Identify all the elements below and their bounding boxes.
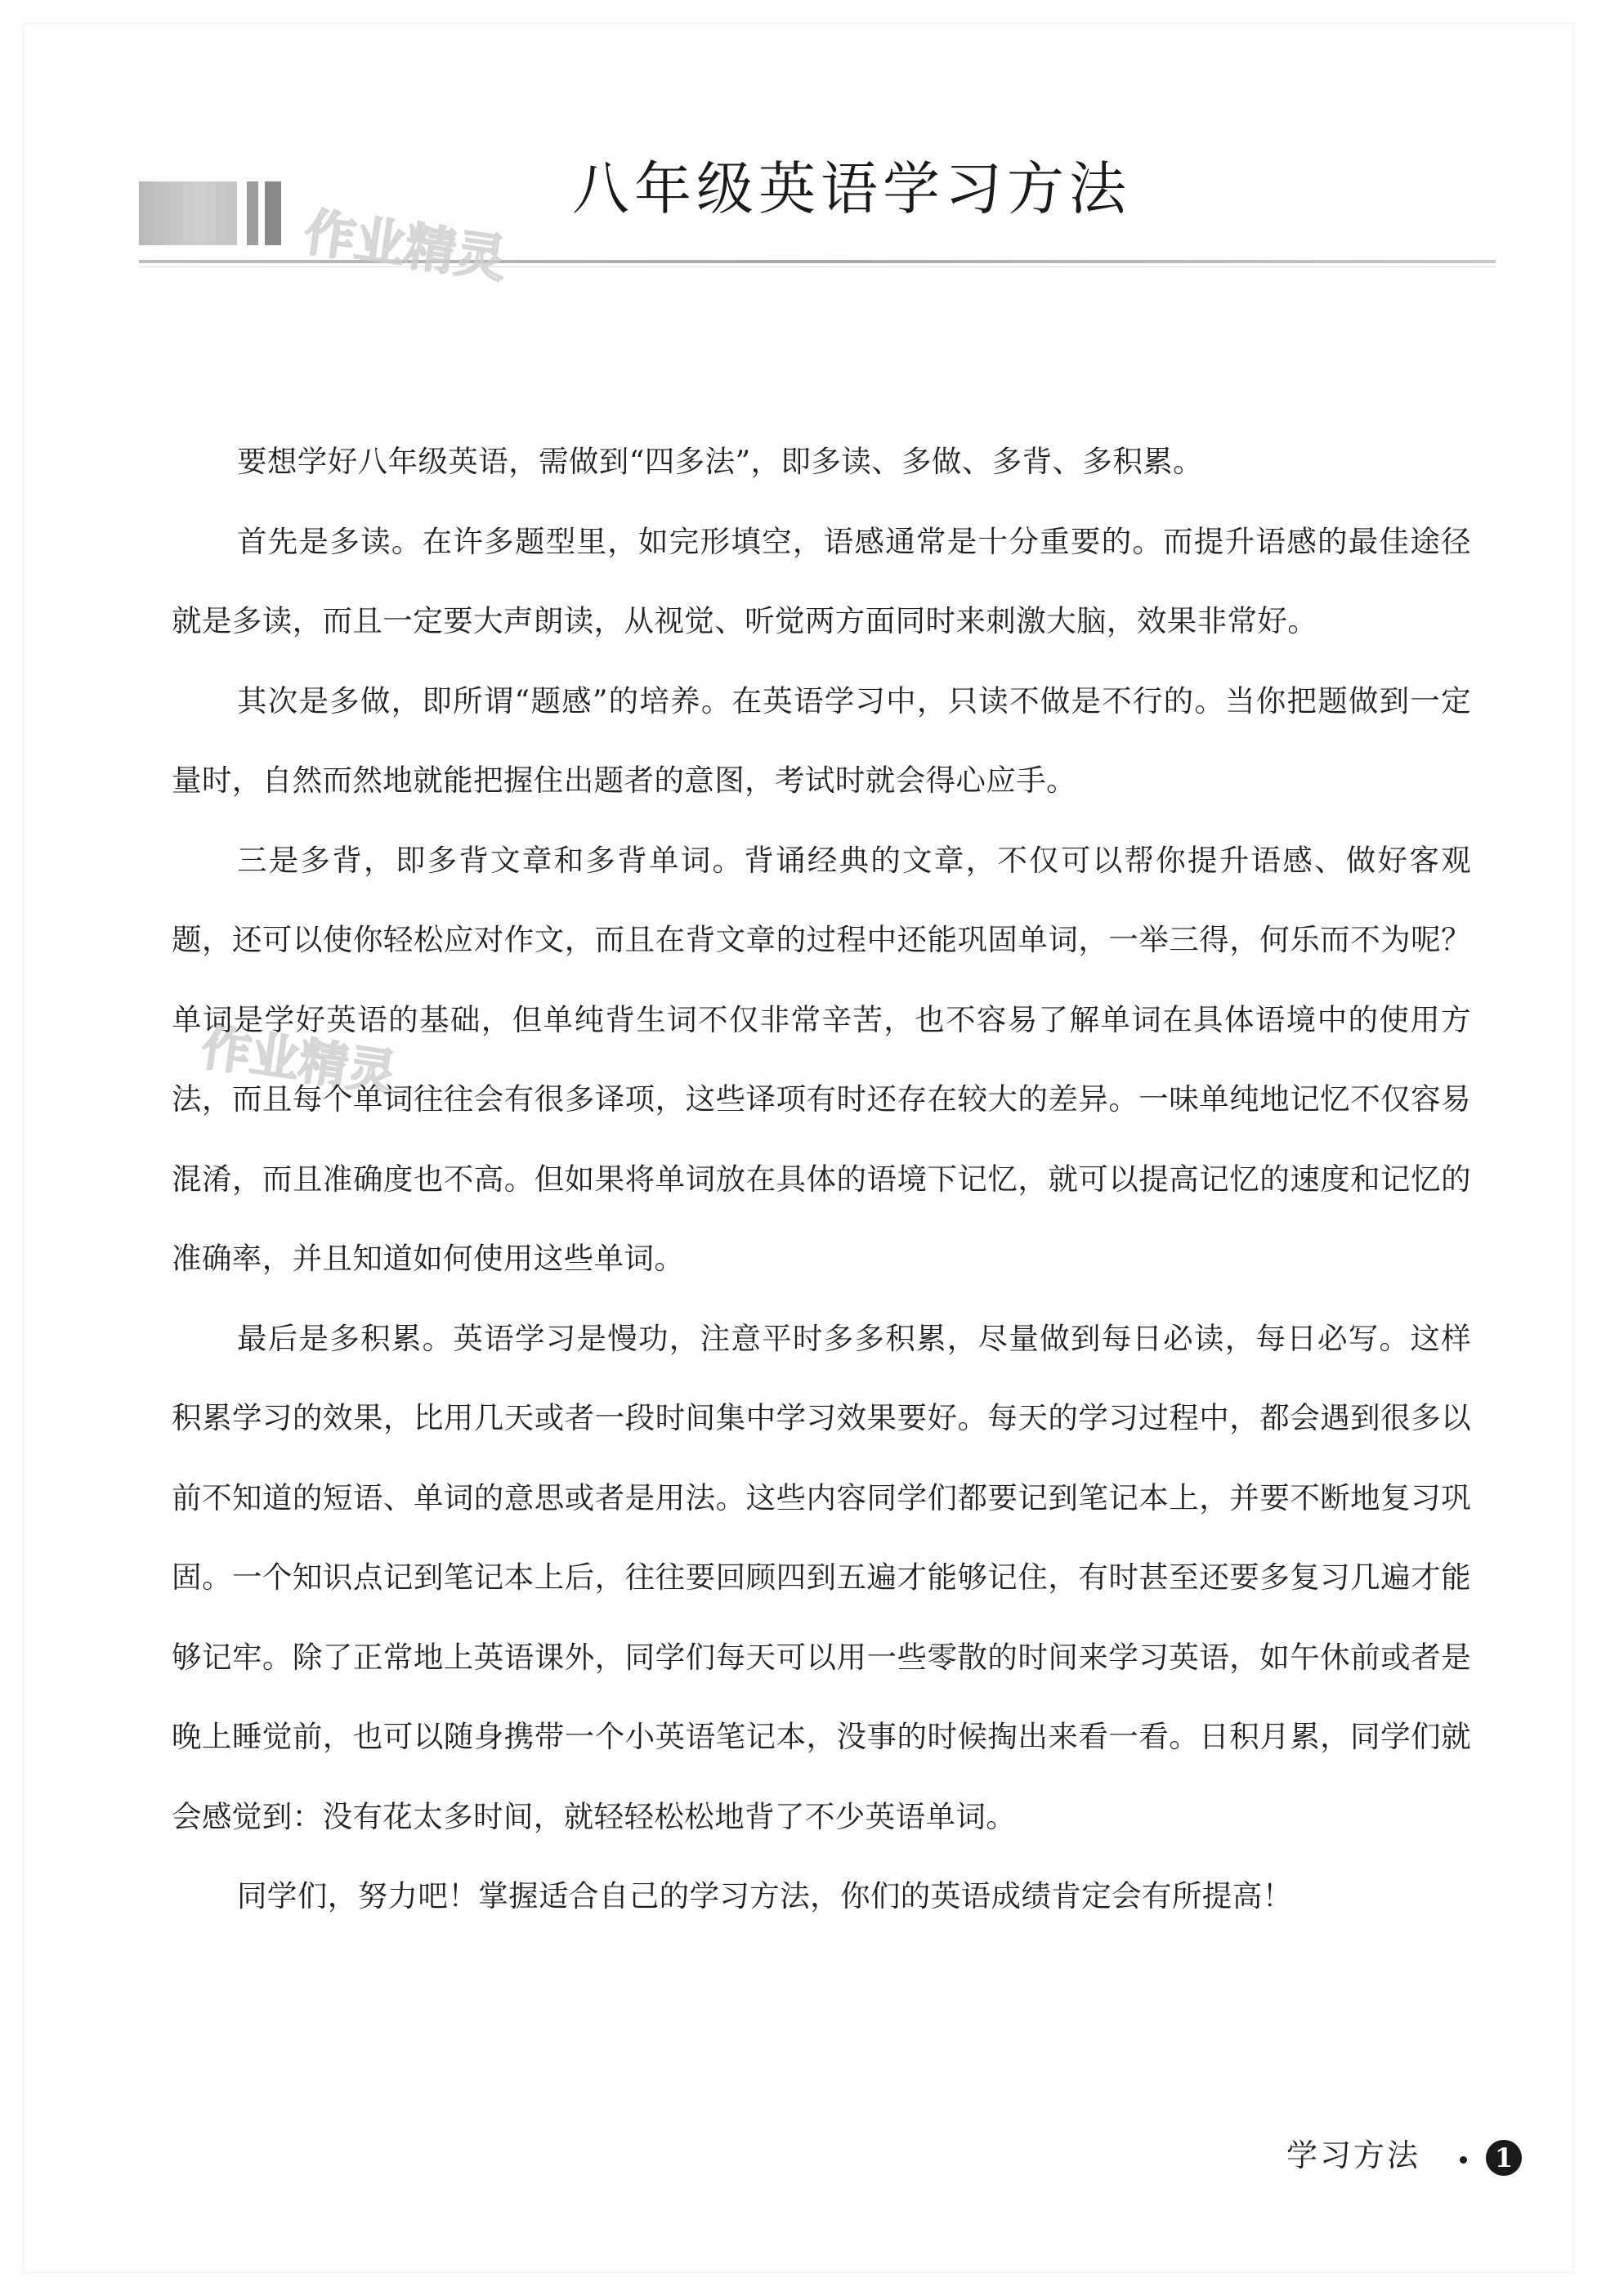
- page-title: 八年级英语学习方法: [572, 155, 1131, 222]
- footer-separator-dot: [1460, 2156, 1467, 2164]
- article-body: [172, 422, 1471, 1936]
- paragraph-read-more: 首先是多读。在许多题型里，如完形填空，语感通常是十分重要的。而提升语感的最佳途径就是多读，而且一定要大声朗读，从视觉、听觉两方面同时来刺激大脑，效果非常好。: [172, 523, 1471, 638]
- page-number: 1: [1486, 2140, 1522, 2176]
- footer-section-label: 学习方法: [1286, 2137, 1421, 2173]
- header-decoration-bar: [265, 181, 281, 245]
- paragraph-conclusion: 同学们，努力吧！掌握适合自己的学习方法，你们的英语成绩肯定会有所提高！: [237, 1878, 1293, 1913]
- header-decoration-bar: [247, 181, 258, 245]
- paragraph-practice-more: 其次是多做，即所谓“题感”的培养。在英语学习中，只读不做是不行的。当你把题做到一定量时，自然而然地就能把握住出题者的意图，考试时就会得心应手。: [172, 683, 1471, 798]
- paragraph-recite-more: 三是多背，即多背文章和多背单词。背诵经典的文章，不仅可以帮你提升语感、做好客观题，还可以使你轻松应对作文，而且在背文章的过程中还能巩固单词，一举三得，何乐而不为呢？单词是学好英语的基础，但单纯背生词不仅非常辛苦，也不容易了解单词在具体语境中的使用方法，而且每个单词往往会有很多译项，这些译项有时还存在较大的差异。一味单纯地记忆不仅容易混淆，而且准确度也不高。但如果将单词放在具体的语境下记忆，就可以提高记忆的速度和记忆的准确率，并且知道如何使用这些单词。: [172, 842, 1471, 1276]
- watermark: 作业精灵: [301, 202, 510, 289]
- paragraph-accumulate-more: 最后是多积累。英语学习是慢功，注意平时多多积累，尽量做到每日必读，每日必写。这样积累学习的效果，比用几天或者一段时间集中学习效果要好。每天的学习过程中，都会遇到很多以前不知道的短语、单词的意思或者是用法。这些内容同学们都要记到笔记本上，并要不断地复习巩固。一个知识点记到笔记本上后，往往要回顾四到五遍才能够记住，有时甚至还要多复习几遍才能够记牢。除了正常地上英语课外，同学们每天可以用一些零散的时间来学习英语，如午休前或者是晚上睡觉前，也可以随身携带一个小英语笔记本，没事的时候掏出来看一看。日积月累，同学们就会感觉到：没有花太多时间，就轻轻松松地背了不少英语单词。: [172, 1320, 1471, 1834]
- paragraph-intro: 要想学好八年级英语，需做到“四多法”，即多读、多做、多背、多积累。: [237, 444, 1204, 479]
- watermark: 作业精灵: [198, 1018, 400, 1103]
- header-decoration-block: [139, 181, 237, 245]
